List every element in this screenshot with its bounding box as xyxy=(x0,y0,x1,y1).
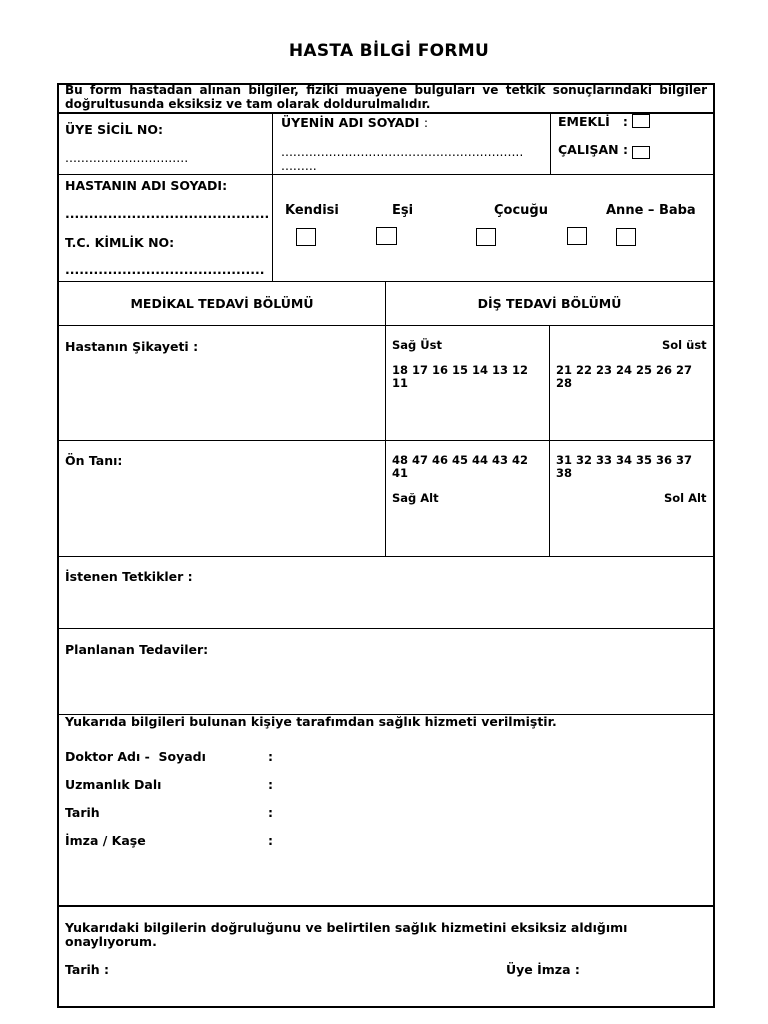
relation-parent-checkbox-2[interactable] xyxy=(616,228,636,246)
member-sicil-field[interactable]: ............................... xyxy=(65,150,189,165)
form-border-bottom xyxy=(57,1006,715,1008)
divider xyxy=(385,281,386,556)
patient-name-field[interactable]: ........................................... xyxy=(65,206,270,221)
page-title: HASTA BİLGİ FORMU xyxy=(288,41,490,61)
intro-text: Bu form hastadan alınan bilgiler, fiziki muayene bulguları ve tetkik sonuçlarındaki bilgiler doğrultusunda eksiksiz ve tam olarak doldurulmalıdır. xyxy=(65,83,707,111)
lower-right-teeth: 48 47 46 45 44 43 42 41 xyxy=(392,453,529,480)
relation-spouse-checkbox[interactable] xyxy=(376,227,397,245)
form-border-right xyxy=(713,83,715,1008)
divider xyxy=(550,113,551,174)
relation-self-checkbox[interactable] xyxy=(296,228,316,246)
lower-right-label: Sağ Alt xyxy=(392,491,439,505)
divider xyxy=(57,628,715,629)
relation-self-label: Kendisi xyxy=(285,203,339,218)
specialty-label: Uzmanlık Dalı xyxy=(65,777,162,792)
upper-right-teeth: 18 17 16 15 14 13 12 11 xyxy=(392,363,529,390)
patient-name-label: HASTANIN ADI SOYADI: xyxy=(65,178,228,193)
prediagnosis-label: Ön Tanı: xyxy=(65,453,123,468)
doctor-date-colon: : xyxy=(268,805,273,820)
doctor-statement: Yukarıda bilgileri bulunan kişiye tarafımdan sağlık hizmeti verilmiştir. xyxy=(65,714,557,729)
relation-parent-checkbox-1[interactable] xyxy=(567,227,587,245)
tests-label: İstenen Tetkikler : xyxy=(65,569,193,584)
tc-field[interactable]: .......................................... xyxy=(65,262,265,277)
form-border-left xyxy=(57,83,59,1008)
divider xyxy=(57,905,715,907)
divider xyxy=(57,174,715,175)
doctor-date-label: Tarih xyxy=(65,805,100,820)
member-name-colon: : xyxy=(423,115,429,130)
member-sicil-label: ÜYE SİCİL NO: xyxy=(65,122,163,137)
doctor-name-label: Doktor Adı - Soyadı xyxy=(65,749,206,764)
dental-section-header: DİŞ TEDAVİ BÖLÜMÜ xyxy=(477,296,622,311)
complaint-label: Hastanın Şikayeti : xyxy=(65,339,199,354)
emekli-checkbox[interactable] xyxy=(632,114,650,128)
specialty-colon: : xyxy=(268,777,273,792)
divider xyxy=(57,440,715,441)
medical-section-header: MEDİKAL TEDAVİ BÖLÜMÜ xyxy=(130,296,314,311)
calisan-label: ÇALIŞAN : xyxy=(558,142,628,157)
member-name-label xyxy=(281,116,428,130)
treatments-label: Planlanan Tedaviler: xyxy=(65,642,209,657)
signature-stamp-label: İmza / Kaşe xyxy=(65,833,146,848)
divider xyxy=(57,281,715,282)
signature-stamp-colon: : xyxy=(268,833,273,848)
emekli-label: EMEKLİ : xyxy=(558,114,628,129)
divider xyxy=(57,325,715,326)
divider xyxy=(57,556,715,557)
member-name-field-cont[interactable]: ......... xyxy=(281,158,317,173)
upper-left-label: Sol üst xyxy=(662,338,707,352)
member-name-label-text: ÜYENİN ADI SOYADI xyxy=(281,115,420,130)
confirmation-statement: Yukarıdaki bilgilerin doğruluğunu ve belirtilen sağlık hizmetini eksiksiz aldığımı onaylıyorum. xyxy=(65,920,628,949)
divider xyxy=(549,325,550,556)
upper-right-label: Sağ Üst xyxy=(392,338,442,352)
calisan-checkbox[interactable] xyxy=(632,146,650,159)
divider xyxy=(272,113,273,281)
lower-left-teeth: 31 32 33 34 35 36 37 38 xyxy=(556,453,693,480)
member-name-field[interactable]: ............................................................. xyxy=(281,144,524,159)
relation-parent-label: Anne – Baba xyxy=(606,203,696,218)
doctor-name-colon: : xyxy=(268,749,273,764)
lower-left-label: Sol Alt xyxy=(664,491,707,505)
tc-label: T.C. KİMLİK NO: xyxy=(65,235,175,250)
relation-child-checkbox[interactable] xyxy=(476,228,496,246)
confirmation-date-label: Tarih : xyxy=(65,962,110,977)
relation-child-label: Çocuğu xyxy=(494,203,548,218)
relation-spouse-label: Eşi xyxy=(392,203,414,218)
member-signature-label: Üye İmza : xyxy=(506,962,580,977)
upper-left-teeth: 21 22 23 24 25 26 27 28 xyxy=(556,363,693,390)
